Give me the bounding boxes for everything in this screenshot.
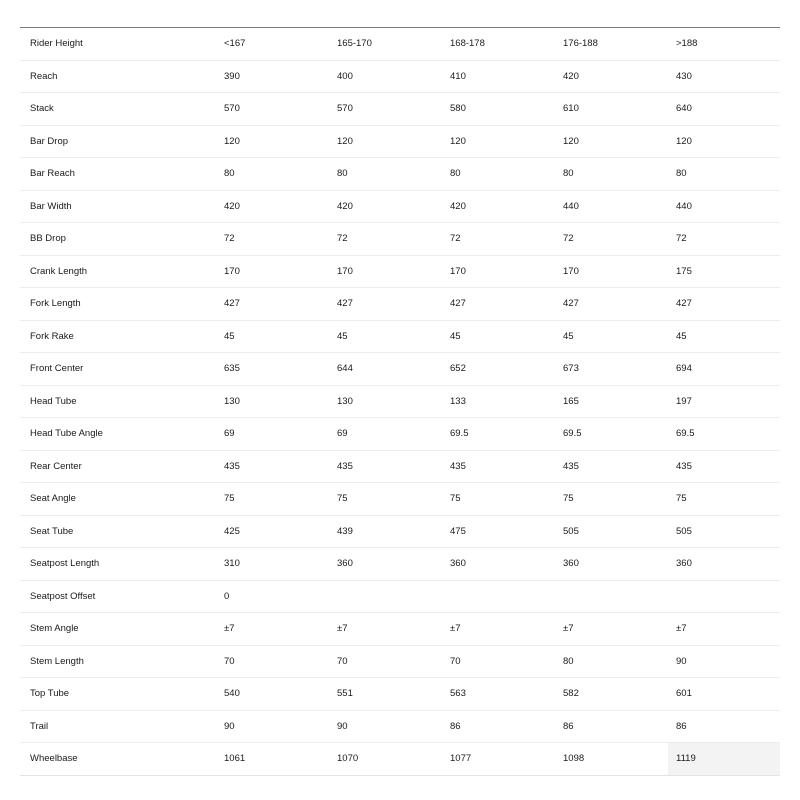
table-cell: 673 — [563, 363, 579, 374]
table-cell: 435 — [337, 460, 353, 472]
table-cell: 72 — [676, 233, 687, 244]
row-label: Bar Width — [30, 200, 72, 212]
table-cell: 440 — [563, 200, 579, 212]
table-cell: 1070 — [337, 753, 359, 764]
table-cell: 168-178 — [450, 38, 485, 49]
table-cell: 360 — [450, 558, 466, 569]
table-cell: >188 — [676, 38, 698, 49]
table-cell: 69.5 — [450, 428, 469, 439]
row-label: Reach — [30, 70, 58, 82]
table-cell: 635 — [224, 363, 240, 374]
table-cell: 420 — [337, 200, 353, 212]
row-label: Crank Length — [30, 265, 88, 277]
table-cell: 360 — [337, 558, 353, 569]
row-label: Rear Center — [30, 460, 82, 472]
table-cell: 45 — [337, 330, 348, 342]
table-cell: 75 — [563, 493, 574, 504]
table-cell: 170 — [563, 265, 579, 277]
table-cell: 86 — [450, 720, 461, 732]
row-label: Seatpost Length — [30, 558, 100, 569]
table-cell: 75 — [450, 493, 461, 504]
table-cell: 80 — [563, 168, 574, 179]
table-cell: 133 — [450, 395, 466, 407]
table-cell: 551 — [337, 688, 353, 699]
table-row — [20, 548, 780, 581]
table-cell: 1098 — [563, 753, 585, 764]
row-label: Stem Angle — [30, 623, 79, 634]
table-cell: <167 — [224, 38, 246, 49]
table-cell: 75 — [676, 493, 687, 504]
table-cell: 86 — [563, 720, 574, 732]
table-cell: 410 — [450, 70, 466, 82]
row-label: Top Tube — [30, 688, 70, 699]
table-cell: 652 — [450, 363, 466, 374]
table-cell: 563 — [450, 688, 466, 699]
table-cell: 90 — [676, 655, 687, 667]
table-row — [20, 451, 780, 484]
table-cell: 427 — [337, 298, 353, 309]
table-row — [20, 288, 780, 321]
table-cell: 130 — [224, 395, 240, 407]
row-label: Seatpost Offset — [30, 590, 96, 602]
table-cell: 75 — [337, 493, 348, 504]
table-cell: 400 — [337, 70, 353, 82]
table-cell: 120 — [450, 135, 466, 147]
table-cell: 420 — [563, 70, 579, 82]
row-label: Seat Angle — [30, 493, 76, 504]
table-cell: 570 — [224, 103, 240, 114]
table-cell: 644 — [337, 363, 353, 374]
table-cell: 80 — [676, 168, 687, 179]
table-row — [20, 516, 780, 549]
table-row — [20, 581, 780, 614]
table-cell: 580 — [450, 103, 466, 114]
table-cell: 694 — [676, 363, 692, 374]
table-cell: 165 — [563, 395, 579, 407]
table-row — [20, 386, 780, 419]
table-cell: 165-170 — [337, 38, 372, 49]
row-label: BB Drop — [30, 233, 66, 244]
table-cell: 435 — [563, 460, 579, 472]
table-cell: 505 — [676, 525, 692, 537]
table-row — [20, 711, 780, 744]
table-row — [20, 191, 780, 224]
table-cell — [442, 581, 555, 613]
table-cell: 1119 — [668, 743, 780, 775]
table-cell — [329, 581, 442, 613]
table-cell: 80 — [224, 168, 235, 179]
table-cell: 570 — [337, 103, 353, 114]
table-cell: 640 — [676, 103, 692, 114]
table-cell: 170 — [450, 265, 466, 277]
table-cell: 90 — [337, 720, 348, 732]
table-cell: 427 — [224, 298, 240, 309]
row-label: Fork Length — [30, 298, 81, 309]
table-cell: 86 — [676, 720, 687, 732]
row-label: Fork Rake — [30, 330, 74, 342]
row-label: Bar Drop — [30, 135, 69, 147]
table-cell: 72 — [224, 233, 235, 244]
table-cell: 420 — [224, 200, 240, 212]
table-cell: 440 — [676, 200, 692, 212]
table-cell: 72 — [337, 233, 348, 244]
table-cell: 475 — [450, 525, 466, 537]
table-row — [20, 256, 780, 289]
table-cell: 197 — [676, 395, 692, 407]
table-cell — [668, 581, 780, 613]
table-row — [20, 61, 780, 94]
table-row — [20, 678, 780, 711]
table-cell: 420 — [450, 200, 466, 212]
table-cell: 45 — [224, 330, 235, 342]
table-cell: 0 — [224, 590, 230, 602]
table-row — [20, 483, 780, 516]
table-cell: ±7 — [676, 623, 687, 634]
table-cell: 176-188 — [563, 38, 598, 49]
table-cell: 130 — [337, 395, 353, 407]
table-cell: 435 — [224, 460, 240, 472]
table-cell: 45 — [676, 330, 687, 342]
table-cell: 427 — [676, 298, 692, 309]
row-label: Stem Length — [30, 655, 84, 667]
table-cell: 80 — [450, 168, 461, 179]
table-cell: 170 — [224, 265, 240, 277]
table-cell: 90 — [224, 720, 235, 732]
table-cell — [555, 581, 668, 613]
table-row — [20, 93, 780, 126]
table-row — [20, 743, 780, 776]
row-label: Trail — [30, 720, 49, 732]
table-cell: 45 — [563, 330, 574, 342]
table-cell: ±7 — [337, 623, 348, 634]
table-cell: 120 — [563, 135, 579, 147]
table-row — [20, 223, 780, 256]
table-cell: 310 — [224, 558, 240, 569]
table-cell: 175 — [676, 265, 692, 277]
table-cell: 170 — [337, 265, 353, 277]
table-cell: 1077 — [450, 753, 472, 764]
table-cell: 72 — [450, 233, 461, 244]
table-cell: 70 — [337, 655, 348, 667]
table-cell: 430 — [676, 70, 692, 82]
table-cell: 360 — [563, 558, 579, 569]
row-label: Bar Reach — [30, 168, 75, 179]
table-cell: 69 — [224, 428, 235, 439]
table-cell: 45 — [450, 330, 461, 342]
row-label: Seat Tube — [30, 525, 74, 537]
table-cell: 72 — [563, 233, 574, 244]
table-cell: 1061 — [224, 753, 246, 764]
table-cell: 70 — [224, 655, 235, 667]
table-cell: 69.5 — [676, 428, 695, 439]
table-cell: 505 — [563, 525, 579, 537]
table-cell: 120 — [676, 135, 692, 147]
table-row — [20, 353, 780, 386]
table-row — [20, 28, 780, 61]
table-cell: 427 — [563, 298, 579, 309]
table-cell: 540 — [224, 688, 240, 699]
table-cell: 427 — [450, 298, 466, 309]
table-cell: ±7 — [224, 623, 235, 634]
table-row — [20, 321, 780, 354]
table-cell: 610 — [563, 103, 579, 114]
table-cell: 75 — [224, 493, 235, 504]
table-cell: 120 — [224, 135, 240, 147]
table-row — [20, 126, 780, 159]
table-row — [20, 158, 780, 191]
table-cell: ±7 — [563, 623, 574, 634]
table-row — [20, 646, 780, 679]
row-label: Front Center — [30, 363, 84, 374]
table-cell: ±7 — [450, 623, 461, 634]
table-cell: 69.5 — [563, 428, 582, 439]
row-label: Head Tube — [30, 395, 77, 407]
table-cell: 439 — [337, 525, 353, 537]
table-cell: 582 — [563, 688, 579, 699]
table-cell: 80 — [563, 655, 574, 667]
geometry-table — [20, 27, 780, 776]
table-cell: 601 — [676, 688, 692, 699]
row-label: Head Tube Angle — [30, 428, 103, 439]
table-row — [20, 613, 780, 646]
table-cell: 69 — [337, 428, 348, 439]
table-cell: 425 — [224, 525, 240, 537]
table-cell: 435 — [450, 460, 466, 472]
table-cell: 360 — [676, 558, 692, 569]
table-cell: 70 — [450, 655, 461, 667]
table-cell: 435 — [676, 460, 692, 472]
row-label: Rider Height — [30, 38, 83, 49]
table-row — [20, 418, 780, 451]
row-label: Stack — [30, 103, 54, 114]
row-label: Wheelbase — [30, 753, 78, 764]
table-cell: 80 — [337, 168, 348, 179]
table-cell: 390 — [224, 70, 240, 82]
table-cell: 120 — [337, 135, 353, 147]
